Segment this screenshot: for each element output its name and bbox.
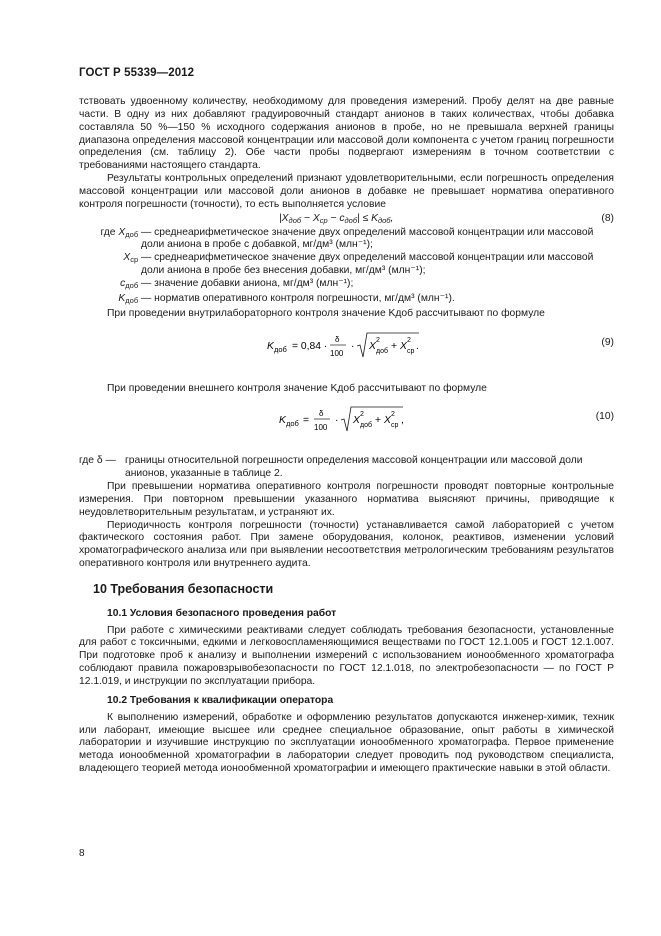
- equation-10: [79, 403, 614, 443]
- definition-symbol: где $X_{доб}$: [100, 226, 139, 239]
- equation-8: [79, 213, 614, 226]
- svg-text:X: X: [353, 415, 360, 427]
- svg-text:= 0,84 ·: = 0,84 ·: [292, 340, 328, 352]
- svg-text:ср: ср: [407, 347, 415, 355]
- svg-text:доб: доб: [360, 422, 372, 430]
- page-content: [79, 96, 614, 776]
- definition-text: — среднеарифметическое значение двух определений массовой концентрации или массовой доли аниона в пробе с добавкой, мг/дм³ (млн⁻¹);: [141, 226, 594, 251]
- svg-text:X: X: [384, 415, 391, 427]
- paragraph: тствовать удвоенному количеству, необходимому для проведения измерений. Пробу делят на две равные части. В одну из них добавляют градуировочный стандарт анионов в таких количествах, чтобы добавка составляла 50 %—150 % исходного содержания анионов в пробе, но не превышала верхней границы диапазона определения массовой концентрации или массовой доли компонента с учетом границ погрешности определения (см. таблицу 2). Обе части пробы подвергают измерениям в точном соответствии с требованиями настоящего стандарта.: [79, 96, 614, 172]
- svg-text:·: ·: [335, 415, 339, 427]
- equation-10-formula: [259, 403, 479, 439]
- definition-item: [79, 293, 614, 308]
- paragraph: При проведении внутрилабораторного контроля значение Kдоб рассчитывают по формуле: [107, 307, 545, 319]
- definition-item: [79, 278, 614, 293]
- equation-number: (8): [601, 212, 614, 224]
- paragraph: При проведении внешнего контроля значение Kдоб рассчитывают по формуле: [107, 382, 487, 394]
- equation-8-formula: $|X_{доб} - X_{ср} - c_{доб}| \le K_{доб}$,: [279, 212, 394, 225]
- definition-item: [79, 252, 614, 278]
- definition-item: [79, 227, 614, 253]
- subsection-title: 10.2 Требования к квалификации оператора: [107, 694, 334, 706]
- svg-text:+: +: [375, 415, 382, 427]
- equation-9-formula: [259, 329, 479, 365]
- svg-text:2: 2: [407, 336, 411, 344]
- svg-text:X: X: [400, 340, 407, 352]
- paragraph: К выполнению измерений, обработке и оформлению результатов допускаются инженер-химик, техник или лаборант, имеющие высшее или среднее специальное образование, опыт работы в химической лаборатории и изучившие инструкцию по эксплуатации ионообменного хроматографа. Первое применение метода ионообменной хроматографии в лаборатории следует проводить под руководством специалиста, владеющего теорией метода ионообменной хроматографии и имеющего практические навыки в этой области.: [79, 711, 614, 775]
- definition-symbol: $X_{ср}$: [123, 252, 139, 265]
- definition-text: границы относительной погрешности определения массовой концентрации или массовой доли анионов, указанные в таблице 2.: [125, 455, 583, 480]
- svg-text:100: 100: [314, 423, 328, 433]
- paragraph: При превышении норматива оперативного контроля погрешности проводят повторные контрольные измерения. При повторном превышении указанного норматива выясняют причины, приводящие к неудовлетворительным результатам, и устраняют их.: [79, 481, 614, 518]
- section-title: 10 Требования безопасности: [93, 581, 274, 596]
- definition-text: — среднеарифметическое значение двух определений массовой концентрации или массовой доли аниона в пробе без внесения добавки, мг/дм³ (млн⁻¹);: [141, 252, 594, 277]
- equation-number: (10): [595, 411, 614, 423]
- definition-symbol: $c_{доб}$: [120, 277, 139, 290]
- svg-text:2: 2: [376, 336, 380, 344]
- svg-text:.: .: [416, 340, 419, 352]
- svg-text:ср: ср: [391, 422, 399, 430]
- subsection-title: 10.1 Условия безопасного проведения работ: [107, 607, 337, 619]
- svg-text:δ: δ: [335, 334, 340, 344]
- equation-9: [79, 329, 614, 369]
- svg-text:2: 2: [360, 411, 364, 419]
- svg-text:доб: доб: [376, 347, 388, 355]
- svg-text:K: K: [267, 340, 274, 352]
- paragraph: Периодичность контроля погрешности (точности) устанавливается самой лабораторией с учетом фактического состояния работ. При замене оборудования, колонок, реактивов, изменении условий хроматографического анализа или при выявлении несоответствия метрологическим требованиям результатов оперативного контроля или внутреннего аудита.: [79, 519, 614, 570]
- svg-text:2: 2: [391, 411, 395, 419]
- document-header: ГОСТ Р 55339—2012: [79, 67, 195, 79]
- svg-text:+: +: [391, 340, 398, 352]
- page-number: 8: [79, 848, 85, 859]
- definition-text: — значение добавки аниона, мг/дм³ (млн⁻¹);: [141, 277, 354, 289]
- svg-text:=: =: [303, 415, 310, 427]
- svg-text:100: 100: [330, 348, 344, 358]
- definition-symbol: где δ —: [79, 455, 116, 467]
- paragraph: Результаты контрольных определений признают удовлетворительными, если погрешность определения массовой концентрации или массовой доли анионов в добавке не превышает норматива оперативного контроля погрешности (точности), то есть выполняется условие: [79, 173, 614, 210]
- svg-text:доб: доб: [286, 419, 299, 429]
- definition-text: — норматив оперативного контроля погрешности, мг/дм³ (млн⁻¹).: [141, 292, 455, 304]
- svg-text:K: K: [279, 415, 286, 427]
- definition-symbol: $K_{доб}$: [118, 292, 139, 305]
- equation-number: (9): [601, 336, 614, 348]
- svg-text:δ: δ: [319, 409, 324, 419]
- definition-item: [79, 455, 614, 481]
- svg-text:X: X: [369, 340, 376, 352]
- definitions-list: [79, 227, 614, 308]
- svg-text:,: ,: [401, 415, 404, 427]
- svg-text:доб: доб: [274, 344, 287, 354]
- paragraph: При работе с химическими реактивами следует соблюдать требования безопасности, установленные для работ с токсичными, едкими и легковоспламеняющимися веществами по ГОСТ 12.1.005 и ГОСТ 12.1.007. При подготовке проб к анализу и выполнении измерений с использованием ионообменного хроматографа соблюдают правила пожаровзрывобезопасности по ГОСТ 12.1.018, по электробезопасности — по ГОСТ Р 12.1.019, и инструкции по эксплуатации прибора.: [79, 624, 614, 687]
- svg-text:·: ·: [351, 340, 355, 352]
